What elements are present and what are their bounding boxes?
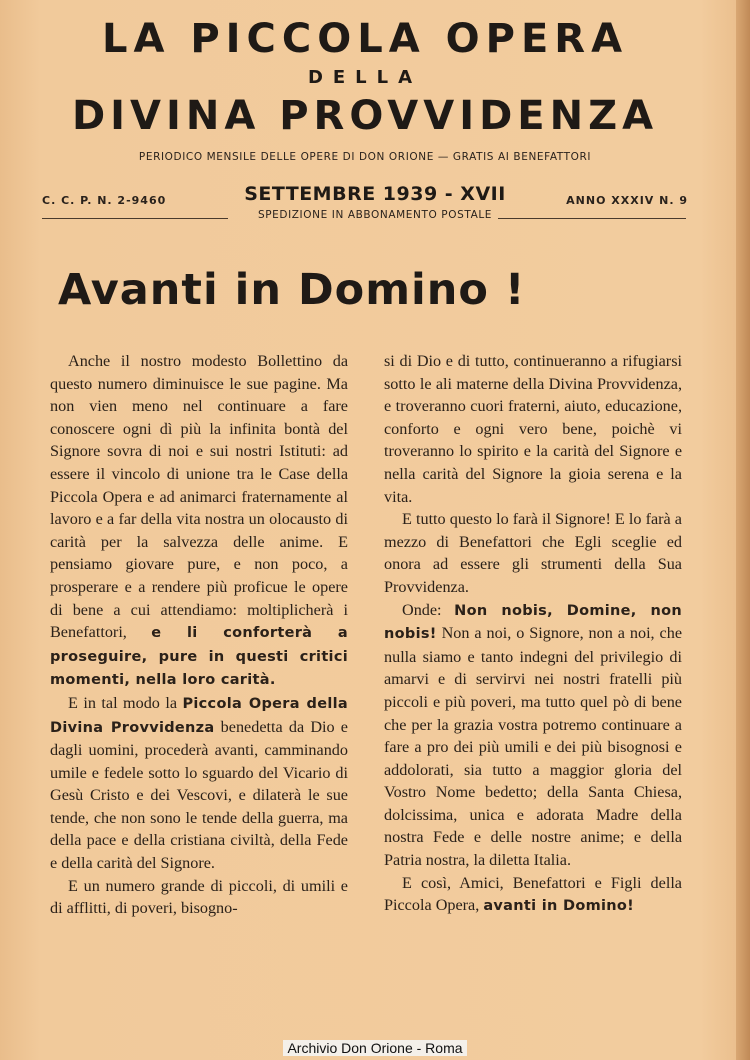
postal-account: C. C. P. N. 2-9460	[42, 194, 167, 207]
paragraph: E un numero grande di piccoli, di umili e di afflitti, di poveri, bisogno-	[50, 876, 348, 918]
masthead-title-line1: LA PICCOLA OPERA	[101, 16, 629, 62]
issue-number: ANNO XXXIV N. 9	[566, 194, 688, 207]
footer-label: Archivio Don Orione - Roma	[283, 1040, 466, 1056]
rule-right	[498, 218, 686, 219]
paragraph	[384, 872, 682, 918]
text-run: E in tal modo la	[68, 693, 183, 712]
text-run: E così, Amici, Benefattori e Figli della Piccola Opera,	[384, 873, 682, 915]
paragraph	[50, 692, 348, 875]
bold-run: Piccola Opera della Divina Provvidenza	[50, 695, 348, 736]
masthead-title-line2: DIVINA PROVVIDENZA	[71, 93, 659, 139]
rule-left	[42, 218, 228, 219]
archive-footer	[0, 1040, 750, 1056]
binding-edge	[736, 0, 750, 1060]
issue-date: SETTEMBRE 1939 - XVII	[244, 183, 506, 205]
article-column-right	[384, 350, 682, 918]
masthead-subtitle: PERIODICO MENSILE DELLE OPERE DI DON ORIONE — GRATIS AI BENEFATTORI	[138, 151, 592, 163]
shipping-note: SPEDIZIONE IN ABBONAMENTO POSTALE	[257, 209, 493, 221]
text-run: Non a noi, o Signore, non a noi, che nulla siamo e tanto indegni del privilegio di amarvi e di servirvi nei nostri fratelli più piccoli e più poveri, ma tutto quel pò di bene che per la grazia vostra potremo continuare a fare a pro dei più umili e dei più bisognosi e addolorati, sia tutto a maggior gloria del Vostro Nome bedetto; della Santa Chiesa, dolcissima, unica e adorata Madre della nostra Fede e delle nostre anime; e della Patria nostra, la diletta Italia.	[384, 624, 682, 870]
article-title: Avanti in Domino !	[58, 265, 526, 315]
text-run: Anche il nostro modesto Bollettino da questo numero diminuisce le sue pagine. Ma non vien meno nel continuare a fare conoscere ogni dì più la infinita bontà del Signore sovra di noi e sui nostri Istituti: ad essere il vincolo di unione tra le Case della Piccola Opera e ad animarci fraternamente al lavoro e a far della vita nostra un olocausto di carità per la salvezza delle anime. E pensiamo giovare pure, e non poco, a prosperare e a rendere più proficue le opere di bene a cui attendiamo: moltiplicherà i Benefattori,	[50, 352, 348, 642]
bold-run: avanti in Domino!	[483, 898, 635, 915]
paragraph: si di Dio e di tutto, continueranno a rifugiarsi sotto le ali materne della Divina Provvidenza, e troveranno cuori fraterni, aiuto, educazione, conforto e ogni vero bene, poichè vi troveranno lo spirito e la carità del Signore e nella carità del Signore la gioia serena e la vita.	[384, 352, 682, 506]
bold-run: Non nobis, Domine, non nobis!	[384, 602, 682, 643]
paragraph	[384, 599, 682, 872]
article-column-left	[50, 350, 348, 920]
bold-run: e li conforterà a proseguire, pure in questi critici momenti, nella loro carità.	[50, 625, 349, 689]
text-run: Onde:	[402, 600, 455, 619]
paragraph: E tutto questo lo farà il Signore! E lo farà a mezzo di Benefattori che Egli sceglie ed onora ad essere gli strumenti della Sua Provvidenza.	[384, 510, 682, 596]
paragraph	[50, 350, 348, 692]
masthead-della: DELLA	[307, 67, 423, 88]
text-run: benedetta da Dio e dagli uomini, procederà avanti, camminando umile e fedele sotto lo sguardo del Vicario di Gesù Cristo e dei Vescovi, e dilaterà le sue tende, che non sono le tende della guerra, ma della pace e della cristiana civiltà, della Fede e della carità del Signore.	[50, 717, 348, 873]
